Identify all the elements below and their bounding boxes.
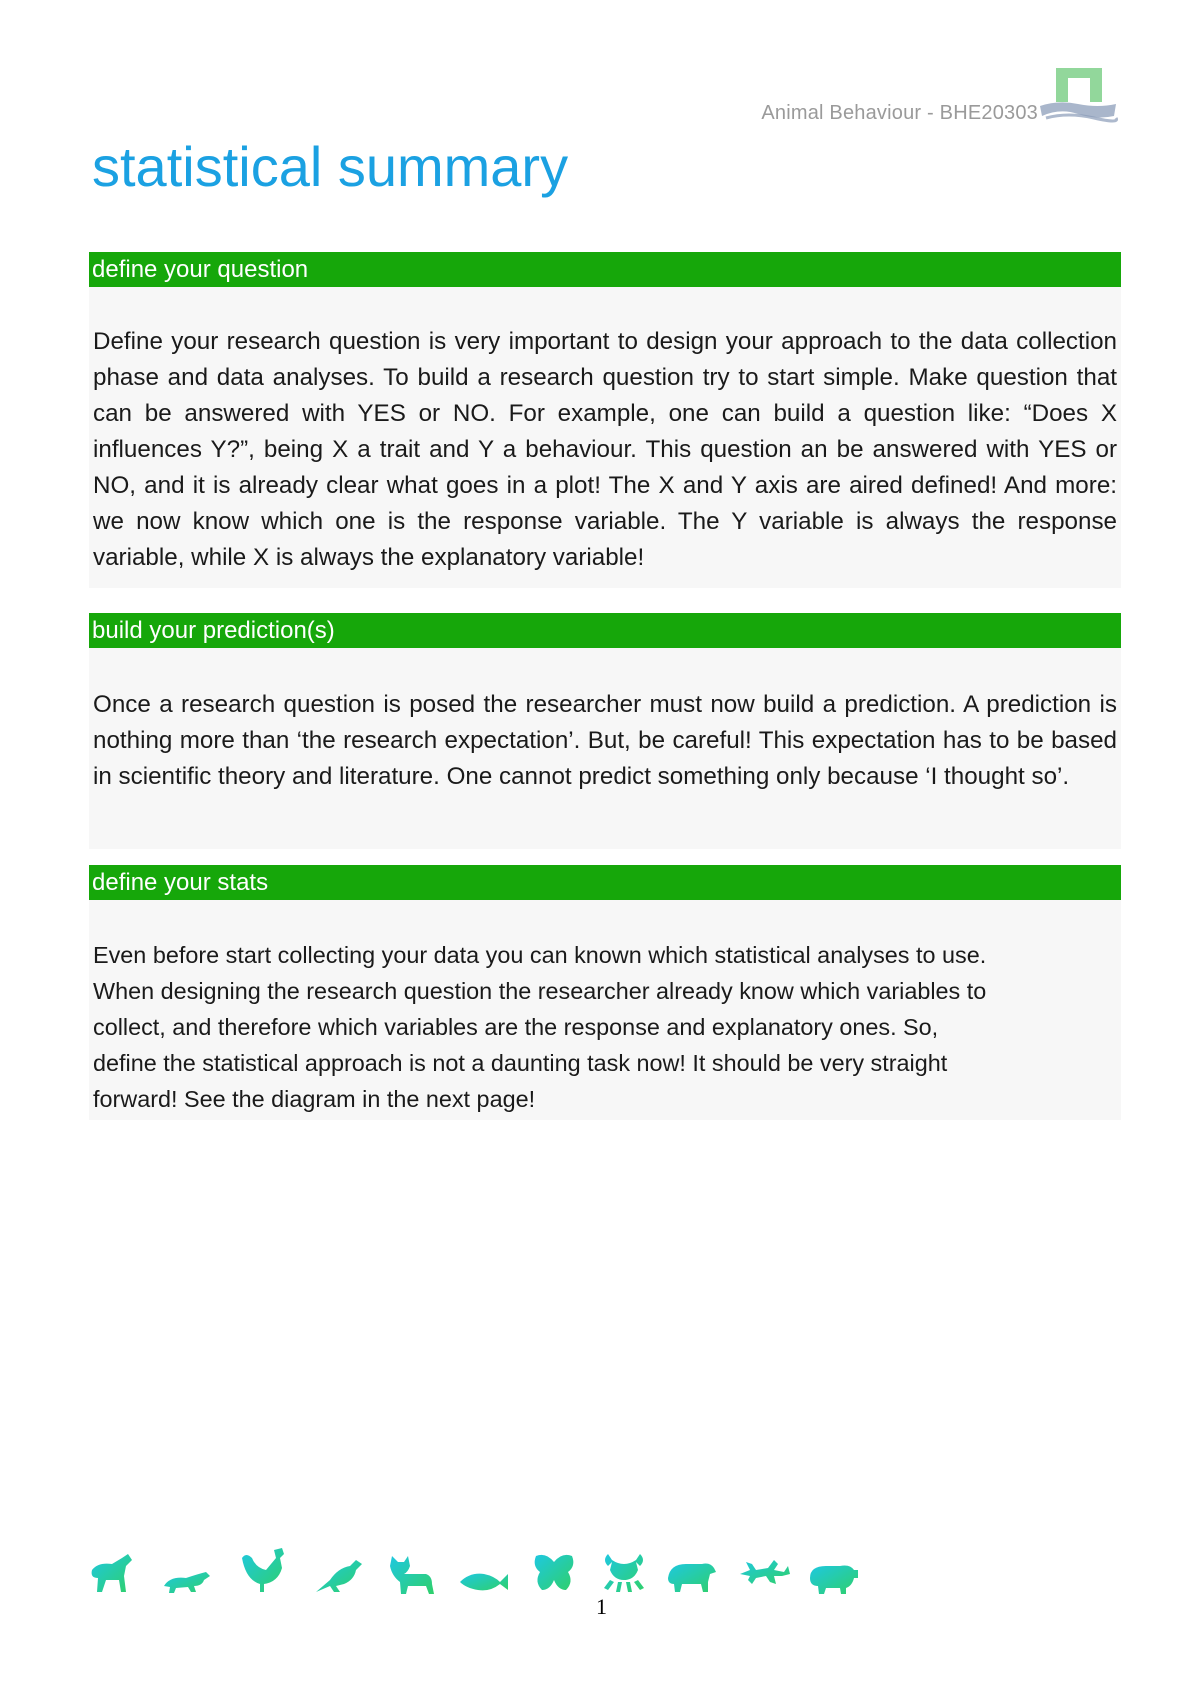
section-heading-define-stats: define your stats [89,865,1121,900]
section-body-define-question [89,287,1121,588]
footer-animal-strip [88,1548,898,1598]
bird-icon [316,1560,362,1592]
section-heading-build-prediction: build your prediction(s) [89,613,1121,648]
section-line: Even before start collecting your data you can known which statistical analyses to use. [93,942,987,968]
crab-icon [604,1554,644,1592]
section-paragraph: Once a research question is posed the researcher must now build a prediction. A prediction is nothing more than ‘the research expectation’. But, be careful! This expectation has to be based in scientific theory and literature. One cannot predict something only because ‘I thought so’. [93,691,1117,790]
lizard-icon [740,1560,790,1584]
section-body-build-prediction [89,648,1121,849]
cat-icon [390,1556,434,1594]
section-line: When designing the research question the researcher already know which variables to [93,978,987,1004]
section-line: forward! See the diagram in the next page! [93,1086,536,1112]
course-header: Animal Behaviour - BHE20303 [761,102,1038,124]
horse-icon [92,1554,132,1592]
ferret-icon [164,1572,210,1593]
section-heading-define-question: define your question [89,252,1121,287]
section-line: define the statistical approach is not a daunting task now! It should be very straight [93,1050,948,1076]
butterfly-icon [535,1555,574,1590]
bear-icon [668,1564,716,1593]
course-logo-icon [1038,66,1118,128]
page-number: 1 [596,1594,607,1619]
section-line: collect, and therefore which variables are the response and explanatory ones. So, [93,1014,939,1040]
fish-icon [460,1574,508,1591]
rooster-icon [242,1548,284,1592]
pig-icon [810,1566,858,1595]
page-title: statistical summary [92,135,569,198]
section-paragraph: Define your research question is very important to design your approach to the data collection phase and data analyses. To build a research question try to start simple. Make question that can be answered with YES or NO. For example, one can build a question like: “Does X influences Y?”, being X a trait and Y a behaviour. This question an be answered with YES or NO, and it is already clear what goes in a plot! The X and Y axis are aired defined! And more: we now know which one is the response variable. The Y variable is always the response variable, while X is always the explanatory variable! [93,328,1117,571]
section-body-define-stats [89,900,1121,1120]
